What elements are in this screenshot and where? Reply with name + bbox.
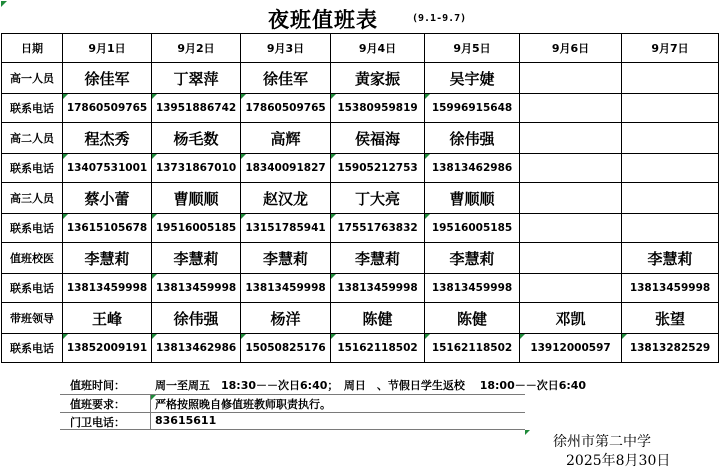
phone-number-cell[interactable]	[425, 274, 520, 303]
issue-date[interactable]: 2025年8月30日	[566, 453, 671, 469]
header-day-cell[interactable]: 9月1日	[63, 34, 152, 63]
phone-number: 19516005185	[431, 222, 513, 234]
comment-marker-icon	[63, 94, 68, 99]
staff-name-cell[interactable]	[152, 123, 241, 154]
phone-number: 13731867010	[155, 162, 237, 174]
comment-marker-icon	[1, 1, 7, 7]
phone-number-cell[interactable]	[331, 94, 425, 123]
phone-number-cell[interactable]	[241, 214, 331, 243]
staff-name: 李慧莉	[173, 249, 219, 268]
title-row	[0, 0, 720, 33]
phone-number-cell[interactable]	[63, 154, 152, 183]
staff-name: 陈健	[362, 309, 393, 328]
staff-name-cell[interactable]	[152, 183, 241, 214]
comment-marker-icon	[63, 334, 68, 339]
phone-number: 13813282529	[629, 342, 711, 354]
row-label-cell[interactable]: 值班校医	[2, 243, 63, 274]
footer-divider	[60, 394, 525, 395]
phone-number: 13151785941	[245, 222, 326, 234]
staff-row	[2, 303, 719, 334]
comment-marker-icon	[331, 334, 336, 339]
header-row	[2, 34, 719, 63]
header-day-cell[interactable]: 9月4日	[331, 34, 425, 63]
staff-name-cell[interactable]	[63, 303, 152, 334]
staff-name: 李慧莉	[262, 249, 308, 268]
staff-name-cell[interactable]	[425, 303, 520, 334]
phone-number: 13813459998	[66, 282, 148, 294]
phone-number-cell[interactable]	[63, 334, 152, 363]
header-day-cell[interactable]: 9月5日	[425, 34, 520, 63]
comment-marker-icon	[63, 214, 68, 219]
phone-number-cell[interactable]	[622, 274, 719, 303]
phone-number-cell[interactable]	[241, 334, 331, 363]
comment-marker-icon	[425, 214, 430, 219]
duty-time-label: 值班时间：	[70, 379, 125, 392]
phone-number-cell[interactable]	[425, 334, 520, 363]
staff-name-cell[interactable]	[425, 243, 520, 274]
phone-number-cell[interactable]	[331, 154, 425, 183]
phone-number: 13813459998	[155, 282, 237, 294]
staff-name-cell[interactable]	[622, 63, 719, 94]
staff-name: 陈健	[456, 309, 487, 328]
staff-name: 徐佳军	[262, 69, 308, 88]
staff-name-cell[interactable]	[622, 123, 719, 154]
staff-name-cell[interactable]	[331, 303, 425, 334]
phone-number: 15996915648	[431, 102, 513, 114]
header-day-cell[interactable]: 9月7日	[622, 34, 719, 63]
staff-name-cell[interactable]	[331, 63, 425, 94]
phone-number: 13813459998	[337, 282, 418, 294]
phone-number-cell[interactable]	[520, 94, 622, 123]
phone-number-cell[interactable]	[63, 274, 152, 303]
staff-name-cell[interactable]	[241, 303, 331, 334]
staff-name-cell[interactable]	[425, 183, 520, 214]
phone-number-cell[interactable]	[520, 334, 622, 363]
gate-phone-label: 门卫电话：	[70, 416, 125, 429]
phone-number-cell[interactable]	[425, 154, 520, 183]
comment-marker-icon	[525, 430, 530, 435]
comment-marker-icon	[63, 154, 68, 159]
staff-name-cell[interactable]	[152, 243, 241, 274]
comment-marker-icon	[152, 274, 157, 279]
staff-name-cell[interactable]	[520, 303, 622, 334]
comment-marker-icon	[241, 214, 246, 219]
staff-name: 黄家振	[354, 69, 400, 88]
footer-divider	[60, 412, 525, 413]
comment-marker-icon	[152, 154, 157, 159]
phone-number-cell[interactable]	[152, 334, 241, 363]
comment-marker-icon	[241, 334, 246, 339]
phone-number: 15905212753	[337, 162, 418, 174]
staff-name-cell[interactable]	[241, 183, 331, 214]
staff-name-cell[interactable]	[622, 303, 719, 334]
staff-name-cell[interactable]	[241, 123, 331, 154]
staff-name: 李慧莉	[449, 249, 495, 268]
staff-name-cell[interactable]	[63, 243, 152, 274]
staff-name: 高辉	[270, 129, 301, 148]
phone-number: 15162118502	[337, 342, 418, 354]
staff-row	[2, 63, 719, 94]
comment-marker-icon	[425, 94, 430, 99]
phone-number-cell[interactable]	[152, 274, 241, 303]
phone-number: 13951886742	[155, 102, 237, 114]
staff-name: 张望	[654, 309, 685, 328]
phone-number-cell[interactable]	[152, 154, 241, 183]
staff-name-cell[interactable]	[622, 183, 719, 214]
gate-phone-value[interactable]: 83615611	[155, 414, 217, 427]
comment-marker-icon	[425, 154, 430, 159]
staff-name: 李慧莉	[84, 249, 130, 268]
phone-number: 13813459998	[431, 282, 513, 294]
phone-number: 15050825176	[245, 342, 326, 354]
staff-name: 徐伟强	[173, 309, 219, 328]
phone-number: 13615105678	[66, 222, 148, 234]
phone-number-cell[interactable]	[520, 154, 622, 183]
staff-name-cell[interactable]	[520, 123, 622, 154]
row-label-cell[interactable]: 带班领导	[2, 303, 63, 334]
phone-number-cell[interactable]	[152, 94, 241, 123]
phone-number: 18340091827	[245, 162, 326, 174]
staff-row	[2, 243, 719, 274]
phone-row	[2, 154, 719, 183]
staff-name-cell[interactable]	[520, 183, 622, 214]
staff-name: 徐佳军	[84, 69, 130, 88]
staff-name: 程杰秀	[84, 129, 130, 148]
staff-name: 李慧莉	[647, 249, 693, 268]
row-label-cell[interactable]: 联系电话	[2, 94, 63, 123]
duty-requirement-label: 值班要求：	[70, 398, 125, 411]
phone-number: 13813459998	[629, 282, 711, 294]
staff-name: 杨毛数	[173, 129, 219, 148]
staff-name: 杨洋	[270, 309, 301, 328]
phone-number-cell[interactable]	[622, 334, 719, 363]
phone-number-cell[interactable]	[425, 94, 520, 123]
phone-number: 17860509765	[66, 102, 148, 114]
phone-row	[2, 334, 719, 363]
staff-name-cell[interactable]	[63, 63, 152, 94]
phone-number: 13407531001	[66, 162, 148, 174]
phone-number-cell[interactable]	[331, 214, 425, 243]
comment-marker-icon	[622, 334, 627, 339]
duty-time-value[interactable]: 周一至周五 18:30－－次日6:40； 周日 、节假日学生返校 18:00－－次日6:40	[155, 379, 587, 392]
phone-number-cell[interactable]	[331, 274, 425, 303]
staff-name: 李慧莉	[354, 249, 400, 268]
comment-marker-icon	[331, 274, 336, 279]
staff-name: 赵汉龙	[262, 189, 308, 208]
phone-number: 17551763832	[337, 222, 418, 234]
row-label-cell[interactable]: 联系电话	[2, 274, 63, 303]
comment-marker-icon	[241, 154, 246, 159]
header-day-cell[interactable]: 9月6日	[520, 34, 622, 63]
comment-marker-icon	[331, 154, 336, 159]
staff-name-cell[interactable]	[241, 63, 331, 94]
comment-marker-icon	[520, 334, 525, 339]
staff-name: 曹顺顺	[173, 189, 219, 208]
comment-marker-icon	[425, 334, 430, 339]
phone-number-cell[interactable]	[520, 274, 622, 303]
school-name[interactable]: 徐州市第二中学	[553, 434, 651, 450]
row-label-cell[interactable]: 高三人员	[2, 183, 63, 214]
phone-number-cell[interactable]	[331, 334, 425, 363]
phone-number: 13813459998	[245, 282, 326, 294]
phone-number: 13912000597	[530, 342, 611, 354]
page-title: 夜班值班表	[268, 7, 378, 32]
staff-name-cell[interactable]	[152, 303, 241, 334]
comment-marker-icon	[152, 334, 157, 339]
phone-number: 13813462986	[155, 342, 237, 354]
staff-name: 曹顺顺	[449, 189, 495, 208]
phone-number: 19516005185	[155, 222, 237, 234]
staff-name: 丁翠萍	[173, 69, 219, 88]
staff-name-cell[interactable]	[520, 243, 622, 274]
phone-number-cell[interactable]	[241, 274, 331, 303]
phone-number-cell[interactable]	[63, 214, 152, 243]
staff-name: 徐伟强	[449, 129, 495, 148]
duty-table	[1, 33, 719, 363]
staff-name-cell[interactable]	[63, 183, 152, 214]
phone-number-cell[interactable]	[241, 154, 331, 183]
comment-marker-icon	[152, 214, 157, 219]
staff-name: 蔡小蕾	[84, 189, 130, 208]
staff-name-cell[interactable]	[331, 243, 425, 274]
staff-name-cell[interactable]	[425, 123, 520, 154]
staff-name: 邓凯	[555, 309, 586, 328]
staff-name-cell[interactable]	[331, 123, 425, 154]
staff-name: 丁大亮	[354, 189, 400, 208]
phone-row	[2, 94, 719, 123]
header-day-cell[interactable]: 9月2日	[152, 34, 241, 63]
phone-number-cell[interactable]	[241, 94, 331, 123]
phone-number-cell[interactable]	[425, 214, 520, 243]
staff-name-cell[interactable]	[152, 63, 241, 94]
comment-marker-icon	[241, 94, 246, 99]
phone-row	[2, 214, 719, 243]
phone-number: 15162118502	[431, 342, 513, 354]
staff-name: 王峰	[91, 309, 122, 328]
phone-number-cell[interactable]	[622, 214, 719, 243]
staff-row	[2, 183, 719, 214]
row-label-cell[interactable]: 联系电话	[2, 154, 63, 183]
duty-requirement-value[interactable]: 严格按照晚自修值班教师职责执行。	[155, 398, 331, 411]
phone-number: 17860509765	[245, 102, 326, 114]
phone-number-cell[interactable]	[152, 214, 241, 243]
footer-divider	[60, 429, 525, 430]
comment-marker-icon	[152, 94, 157, 99]
phone-number-cell[interactable]	[520, 214, 622, 243]
row-label-cell[interactable]: 联系电话	[2, 334, 63, 363]
phone-row	[2, 274, 719, 303]
staff-name: 侯福海	[354, 129, 400, 148]
phone-number-cell[interactable]	[622, 94, 719, 123]
row-label-cell[interactable]: 高一人员	[2, 63, 63, 94]
phone-number-cell[interactable]	[622, 154, 719, 183]
row-label-cell[interactable]: 联系电话	[2, 214, 63, 243]
staff-name-cell[interactable]	[425, 63, 520, 94]
staff-name-cell[interactable]	[520, 63, 622, 94]
comment-marker-icon	[331, 214, 336, 219]
row-label-cell[interactable]: 高二人员	[2, 123, 63, 154]
staff-name-cell[interactable]	[331, 183, 425, 214]
staff-name: 吴宇婕	[449, 69, 495, 88]
header-day-cell[interactable]: 9月3日	[241, 34, 331, 63]
phone-number: 13813462986	[431, 162, 513, 174]
staff-name-cell[interactable]	[622, 243, 719, 274]
staff-name-cell[interactable]	[241, 243, 331, 274]
comment-marker-icon	[331, 94, 336, 99]
header-corner-cell[interactable]: 日期	[2, 34, 63, 63]
phone-number: 13852009191	[66, 342, 148, 354]
phone-number: 15380959819	[337, 102, 418, 114]
title-date-range: (9.1-9.7)	[412, 13, 467, 24]
phone-number-cell[interactable]	[63, 94, 152, 123]
staff-name-cell[interactable]	[63, 123, 152, 154]
staff-row	[2, 123, 719, 154]
